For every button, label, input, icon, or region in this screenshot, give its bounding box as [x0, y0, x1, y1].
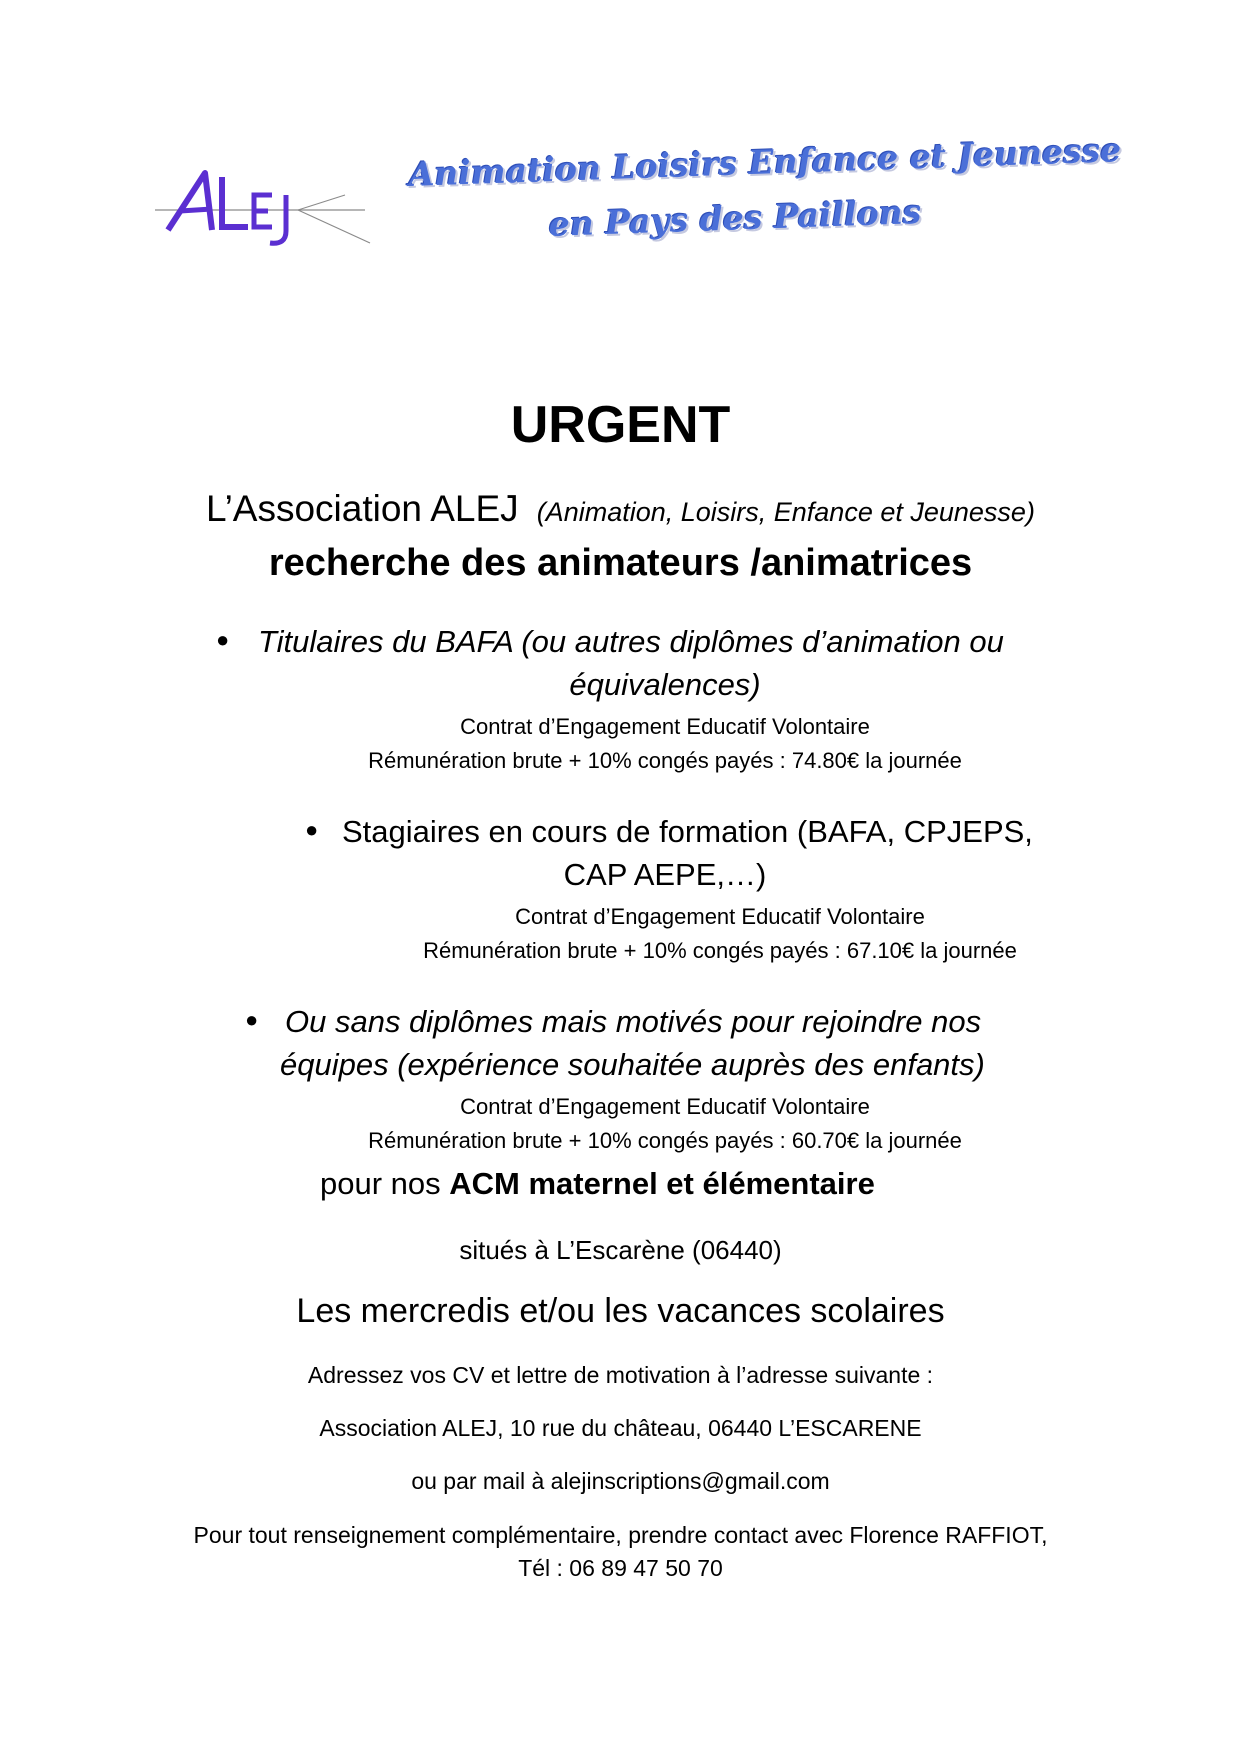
- subtitle: recherche des animateurs /animatrices: [268, 542, 973, 584]
- bullet-icon: ●: [216, 627, 230, 652]
- tagline-line1: Animation Loisirs Enfance et Jeunesse: [408, 130, 1122, 194]
- section-3-pay: Rémunération brute + 10% congés payés : 60.70€ la journée: [368, 1128, 962, 1153]
- section-1-pay: Rémunération brute + 10% congés payés : 74.80€ la journée: [368, 748, 962, 773]
- location: situés à L’Escarène (06440): [459, 1235, 782, 1265]
- section-2-title-line2: CAP AEPE,…): [563, 857, 767, 892]
- section-1-title-line1: Titulaires du BAFA (ou autres diplômes d’animation ou: [258, 624, 1004, 659]
- bullet-icon: ●: [305, 817, 319, 842]
- section-1-title-line2: équivalences): [569, 667, 761, 702]
- postal-address: Association ALEJ, 10 rue du château, 06440 L’ESCARENE: [319, 1415, 922, 1441]
- section-3-title-line2: équipes (expérience souhaitée auprès des enfants): [280, 1047, 985, 1082]
- contact-phone: Tél : 06 89 47 50 70: [518, 1555, 723, 1581]
- section-1-contract: Contrat d’Engagement Educatif Volontaire: [460, 714, 870, 739]
- association-expansion: (Animation, Loisirs, Enfance et Jeunesse): [536, 497, 1035, 527]
- apply-intro: Adressez vos CV et lettre de motivation à l’adresse suivante :: [307, 1362, 934, 1388]
- association-name: L’Association ALEJ: [206, 488, 519, 529]
- email-line: ou par mail à alejinscriptions@gmail.com: [411, 1468, 830, 1494]
- alej-logo: [150, 165, 380, 260]
- section-2-pay: Rémunération brute + 10% congés payés : 67.10€ la journée: [423, 938, 1017, 963]
- acm-bold: ACM maternel et élémentaire: [449, 1166, 875, 1201]
- contact-line1: Pour tout renseignement complémentaire, prendre contact avec Florence RAFFIOT,: [193, 1522, 1048, 1548]
- section-2-title-line1: Stagiaires en cours de formation (BAFA, CPJEPS,: [342, 814, 1033, 849]
- acm-prefix: pour nos: [320, 1166, 450, 1201]
- bullet-icon: ●: [245, 1007, 259, 1032]
- section-2-contract: Contrat d’Engagement Educatif Volontaire: [515, 904, 925, 929]
- tagline-line2: en Pays des Paillons: [548, 191, 922, 244]
- association-line: [0, 488, 1241, 530]
- schedule: Les mercredis et/ou les vacances scolaires: [296, 1292, 945, 1330]
- page-title: URGENT: [510, 396, 731, 454]
- section-3-contract: Contrat d’Engagement Educatif Volontaire: [460, 1094, 870, 1119]
- section-3-title-line1: Ou sans diplômes mais motivés pour rejoindre nos: [285, 1004, 982, 1039]
- acm-line: [320, 1166, 875, 1202]
